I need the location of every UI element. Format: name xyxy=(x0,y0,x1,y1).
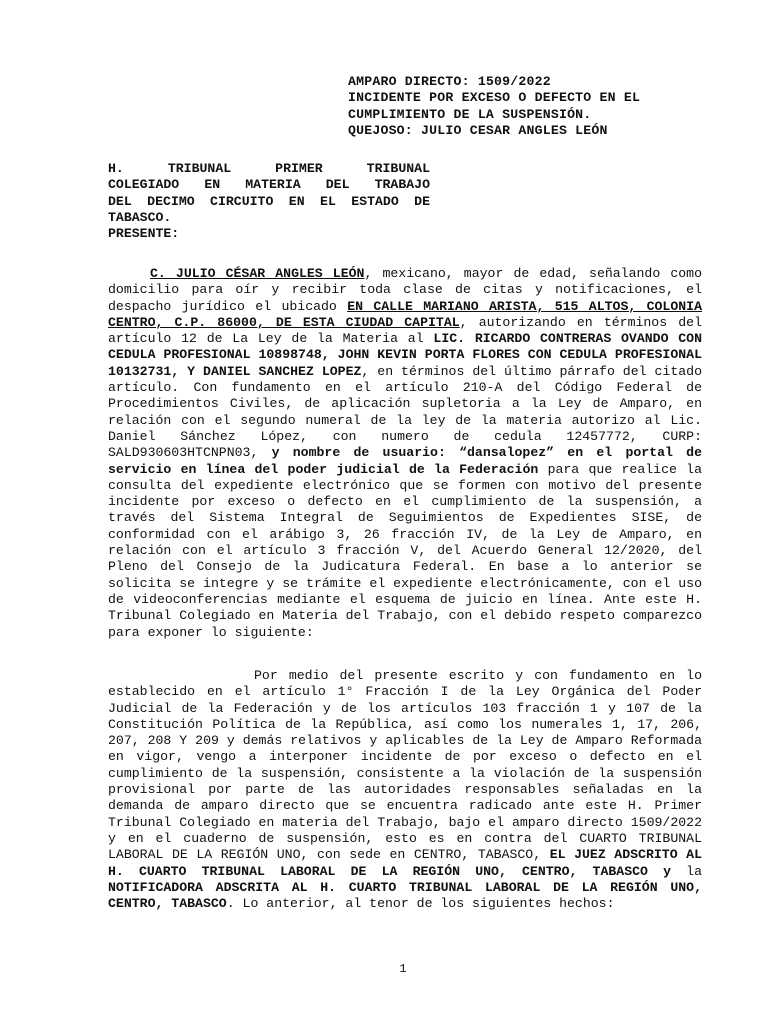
text-segment: para que realice la consulta del expediente electrónico que se formen con motivo del presente incidente por exceso o defecto en el cumplimiento de la suspensión, a través del Sistema Integral de Seguimientos de Expedientes SISE, de conformidad con el arábigo 3, 26 fracción IV, de la Ley de Amparo, en relación con el artículo 3 fracción V, del Acuerdo General 12/2020, del Pleno del Consejo de la Judicatura Federal. En base a lo anterior se solicita se integre y se trámite el expediente electrónicamente, con el uso de videoconferencias mediante el esquema de juicio en línea. Ante este H. Tribunal Colegiado en Materia del Trabajo, con el debido respeto comparezco para exponer lo siguiente: xyxy=(108,461,702,640)
authority-notifier: NOTIFICADORA ADSCRITA AL H. CUARTO TRIBUNAL LABORAL DE LA REGIÓN UNO, CENTRO, TABASCO xyxy=(108,879,702,912)
addressee-line: H. TRIBUNAL PRIMER TRIBUNAL xyxy=(108,161,430,176)
incident-title-line2: CUMPLIMIENTO DE LA SUSPENSIÓN. xyxy=(348,106,592,122)
addressee-line: TABASCO. xyxy=(108,209,172,225)
paragraph-petition xyxy=(108,668,702,912)
text-segment: . Lo anterior, al tenor de los siguientes hechos: xyxy=(226,896,615,912)
page-number: 1 xyxy=(399,962,407,976)
paragraph-introduction xyxy=(108,266,702,641)
text-segment: , en términos del último párrafo del citado artículo. Con fundamento en el artículo 210-A del Código Federal de Procedimientos Civiles, de aplicación supletoria a la Ley de Amparo, en relación con el segundo numeral de la ley de la materia autorizo al Lic. Daniel Sánchez López, con numero de cedula 12457772, CURP: SALD930603HTCNPN03, xyxy=(108,363,702,461)
address: EN CALLE MARIANO ARISTA, 515 ALTOS, COLONIA CENTRO, C.P. 86000, DE ESTA CIUDAD CAPITAL xyxy=(108,298,703,330)
addressee-line: DEL DECIMO CIRCUITO EN EL ESTADO DE xyxy=(108,193,430,209)
case-header xyxy=(348,74,728,139)
complainant-name: C. JULIO CÉSAR ANGLES LEÓN xyxy=(150,266,365,281)
addressee-line: COLEGIADO EN MATERIA DEL TRABAJO xyxy=(108,177,430,193)
authorized-lawyers: LIC. RICARDO CONTRERAS OVANDO CON CEDULA PROFESIONAL 10898748, JOHN KEVIN PORTA FLORES CON CEDULA PROFESIONAL 10132731, Y DANIEL SANCHEZ LOPEZ xyxy=(108,331,703,379)
text-segment: Por medio del presente escrito y con fundamento en lo establecido en el artículo 1° Fracción I de la Ley Orgánica del Poder Judicial de la Federación y de los artículos 103 fracción 1 y 107 de la Constitución Política de la República, así como los numerales 1, 17, 206, 207, 208 Y 209 y demás relativos y aplicables de la Ley de Amparo Reformada en vigor, vengo a interponer incidente de por exceso o defecto en el cumplimiento de la suspensión, consistente a la violación de la suspensión provisional por parte de las autoridades responsables señaladas en la demanda de amparo directo que se encuentra radicado ante este H. Primer Tribunal Colegiado en materia del Trabajo, bajo el amparo directo 1509/2022 y en el cuaderno de suspensión, esto es en contra del CUARTO TRIBUNAL LABORAL DE LA REGIÓN UNO, con sede en CENTRO, TABASCO, xyxy=(108,668,702,863)
username-portal: y nombre de usuario: “dansalopez” en el portal de servicio en línea del poder judicial de la Federación xyxy=(108,445,702,477)
text-segment: , mexicano, mayor de edad, señalando como domicilio para oír y recibir toda clase de citas y notificaciones, el despacho jurídico el ubicado xyxy=(108,266,702,314)
text-segment: , autorizando en términos del artículo 12 de La Ley de la Materia al xyxy=(108,314,702,347)
salutation: PRESENTE: xyxy=(108,226,180,242)
text-segment: la xyxy=(671,863,702,879)
incident-title-line1: INCIDENTE POR EXCESO O DEFECTO EN EL xyxy=(348,90,641,106)
authority-judge: EL JUEZ ADSCRITO AL H. CUARTO TRIBUNAL LABORAL DE LA REGIÓN UNO, CENTRO, TABASCO y xyxy=(108,847,702,879)
addressee-block xyxy=(108,161,430,242)
complainant: QUEJOSO: JULIO CESAR ANGLES LEÓN xyxy=(348,122,608,138)
case-number: AMPARO DIRECTO: 1509/2022 xyxy=(348,74,551,89)
